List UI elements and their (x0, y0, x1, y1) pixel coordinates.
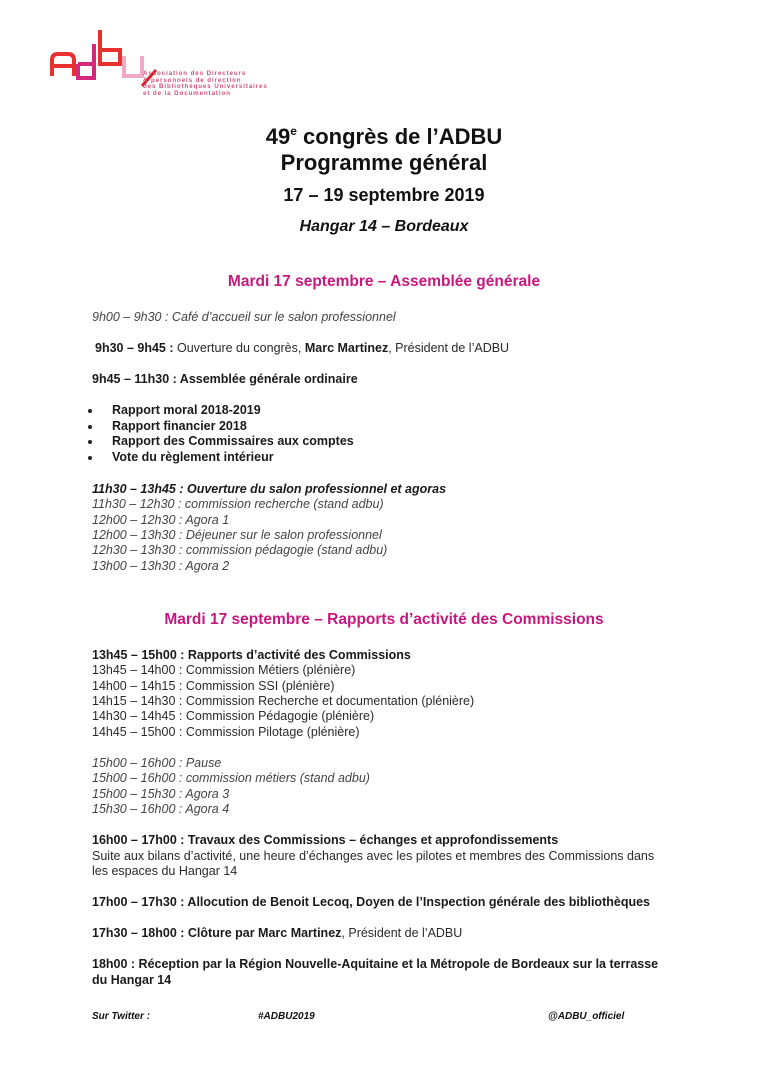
schedule-opening: 9h30 – 9h45 : Ouverture du congrès, Marc Martinez, Président de l’ADBU (95, 341, 510, 355)
schedule-salon-title: 11h30 – 13h45 : Ouverture du salon professionnel et agoras (92, 482, 447, 496)
footer-handle[interactable]: @ADBU_officiel (548, 1011, 625, 1022)
tagline-line: Association des Directeurs (143, 70, 247, 77)
schedule-item: 13h00 – 13h30 : Agora 2 (92, 559, 230, 573)
schedule-item: 12h00 – 12h30 : Agora 1 (92, 513, 230, 527)
schedule-reports-title: 13h45 – 15h00 : Rapports d’activité des Commissions (92, 648, 411, 662)
footer-twitter-label: Sur Twitter : (92, 1011, 150, 1022)
schedule-reception: 18h00 : Réception par la Région Nouvelle-Aquitaine et la Métropole de Bordeaux sur la terrasse (92, 957, 659, 971)
schedule-travaux-title: 16h00 – 17h00 : Travaux des Commissions – échanges et approfondissements (92, 833, 559, 847)
schedule-item: 14h00 – 14h15 : Commission SSI (plénière) (92, 679, 335, 693)
dates: 17 – 19 septembre 2019 (283, 185, 485, 205)
programme-title: Programme général (280, 150, 488, 175)
schedule-item: 15h30 – 16h00 : Agora 4 (92, 802, 230, 816)
schedule-cafe: 9h00 – 9h30 : Café d’accueil sur le salon professionnel (92, 310, 396, 324)
section-heading-commissions: Mardi 17 septembre – Rapports d’activité des Commissions (164, 611, 604, 628)
schedule-allocution: 17h00 – 17h30 : Allocution de Benoit Lecoq, Doyen de l’Inspection générale des bibliothèques (92, 895, 650, 909)
schedule-item: 14h15 – 14h30 : Commission Recherche et documentation (plénière) (92, 694, 475, 708)
section-heading-assemblee: Mardi 17 septembre – Assemblée générale (227, 273, 541, 290)
tagline-line: des Bibliothèques Universitaires (143, 83, 268, 91)
schedule-item: 14h45 – 15h00 : Commission Pilotage (plénière) (92, 725, 360, 739)
tagline-line: et de la Documentation (143, 89, 231, 97)
agenda-bullet: Vote du règlement intérieur (88, 450, 274, 464)
schedule-item: 15h00 – 16h00 : commission métiers (stand adbu) (92, 771, 370, 785)
agenda-bullet: Rapport financier 2018 (88, 419, 247, 433)
schedule-item: 12h00 – 13h30 : Déjeuner sur le salon professionnel (92, 528, 382, 542)
footer-hashtag[interactable]: #ADBU2019 (258, 1011, 315, 1022)
adbu-logo (48, 26, 158, 88)
logo-tagline (143, 71, 268, 97)
schedule-item: 14h30 – 14h45 : Commission Pédagogie (plénière) (92, 709, 375, 723)
schedule-item: 11h30 – 12h30 : commission recherche (stand adbu) (92, 497, 384, 511)
venue: Hangar 14 – Bordeaux (299, 218, 469, 235)
schedule-travaux-desc: les espaces du Hangar 14 (92, 864, 238, 878)
agenda-bullet: Rapport moral 2018-2019 (88, 403, 261, 417)
schedule-item: 12h30 – 13h30 : commission pédagogie (stand adbu) (92, 543, 388, 557)
schedule-item: 15h00 – 16h00 : Pause (92, 756, 222, 770)
schedule-travaux-desc: Suite aux bilans d’activité, une heure d’échanges avec les pilotes et membres des Commissions dans (92, 849, 655, 863)
schedule-item: 15h00 – 15h30 : Agora 3 (92, 787, 230, 801)
tagline-line: & personnels de direction (143, 76, 242, 84)
schedule-item: 13h45 – 14h00 : Commission Métiers (plénière) (92, 663, 356, 677)
schedule-cloture: 17h30 – 18h00 : Clôture par Marc Martinez, Président de l’ADBU (92, 926, 463, 940)
agenda-bullet: Rapport des Commissaires aux comptes (88, 434, 354, 448)
schedule-reception: du Hangar 14 (92, 973, 172, 987)
schedule-ag: 9h45 – 11h30 : Assemblée générale ordinaire (92, 372, 358, 386)
congress-title: 49e congrès de l’ADBU (265, 124, 503, 149)
